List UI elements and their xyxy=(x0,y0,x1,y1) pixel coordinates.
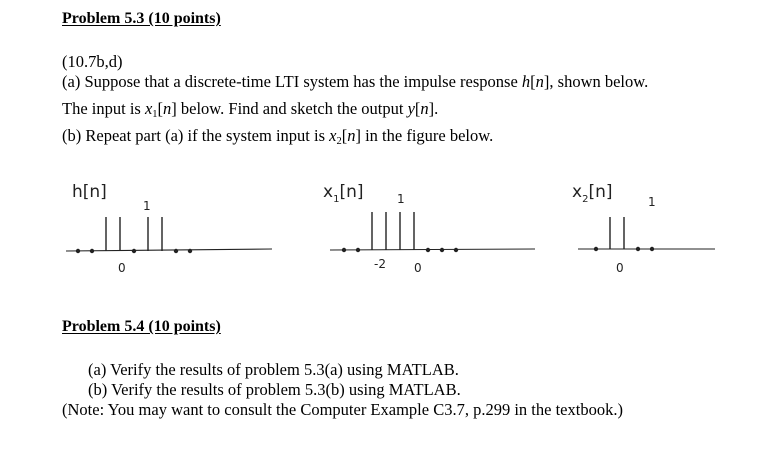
plot-h-samples xyxy=(76,217,192,253)
plot-h-zero-sample-8 xyxy=(188,249,192,253)
math-subscript: 2 xyxy=(336,136,342,147)
plot-x2-samples xyxy=(594,217,654,251)
math-n: n xyxy=(535,72,544,91)
plot-x1-label-main: x xyxy=(323,182,334,202)
math-n: n xyxy=(347,126,356,145)
plot-x1-zero-sample-8 xyxy=(454,248,458,252)
text-fragment: [ xyxy=(341,126,348,145)
plot-h-zero-sample-1 xyxy=(90,249,94,253)
plot-x1-zero-sample-0 xyxy=(342,248,346,252)
plot-x2-label-main: x xyxy=(572,182,583,202)
plot-x1 xyxy=(323,182,535,275)
text-fragment: ], shown below. xyxy=(543,72,649,91)
plot-x2 xyxy=(572,182,715,275)
plot-x1-zero-sample-7 xyxy=(440,248,444,252)
text-fragment: [ xyxy=(414,99,421,118)
problem-5-4-note: (Note: You may want to consult the Computer Example C3.7, p.299 in the textbook.) xyxy=(62,400,623,419)
text-fragment: (b) Repeat part (a) if the system input is xyxy=(62,126,330,145)
plot-x2-amplitude: 1 xyxy=(648,195,656,209)
plot-x1-label-rest: [n] xyxy=(339,182,364,202)
plot-h-zero-sample-4 xyxy=(132,249,136,253)
plot-x2-label xyxy=(572,182,612,205)
text-fragment: [ xyxy=(157,99,164,118)
plot-x2-zero-sample-0 xyxy=(594,247,598,251)
plot-h-label: h[n] xyxy=(72,182,107,202)
math-subscript: 1 xyxy=(152,109,158,120)
problem-5-4-heading: Problem 5.4 (10 points) xyxy=(62,318,221,335)
plot-x1-samples xyxy=(342,212,458,252)
math-x: x xyxy=(329,126,337,145)
plot-h-axis xyxy=(66,249,272,251)
plot-x2-origin-label: 0 xyxy=(616,261,624,275)
text-fragment: (a) Suppose that a discrete-time LTI system has the impulse response xyxy=(62,72,522,91)
plot-x1-label-sub: 1 xyxy=(333,194,340,205)
plot-x2-zero-sample-4 xyxy=(650,247,654,251)
problem-5-3-reference: (10.7b,d) xyxy=(62,52,123,71)
plot-x1-tick-label: -2 xyxy=(374,257,386,271)
plot-h-origin-label: 0 xyxy=(118,261,126,275)
plot-h-amplitude: 1 xyxy=(143,199,151,213)
plot-x1-origin-label: 0 xyxy=(414,261,422,275)
problem-5-3-heading: Problem 5.3 (10 points) xyxy=(62,10,221,27)
plot-x2-label-sub: 2 xyxy=(582,194,589,205)
text-fragment: ] in the figure below. xyxy=(355,126,494,145)
problem-5-4a: (a) Verify the results of problem 5.3(a) using MATLAB. xyxy=(88,360,459,379)
plot-h xyxy=(66,182,272,275)
plot-x2-zero-sample-3 xyxy=(636,247,640,251)
plot-x1-zero-sample-1 xyxy=(356,248,360,252)
text-fragment: ]. xyxy=(428,99,439,118)
plot-h-zero-sample-0 xyxy=(76,249,80,253)
math-n: n xyxy=(163,99,172,118)
plot-x1-amplitude: 1 xyxy=(397,192,405,206)
plot-h-zero-sample-7 xyxy=(174,249,178,253)
text-fragment: The input is xyxy=(62,99,145,118)
math-y: y xyxy=(407,99,415,118)
plot-x1-axis xyxy=(330,249,535,250)
text-fragment: ] below. Find and sketch the output xyxy=(171,99,408,118)
problem-5-4b: (b) Verify the results of problem 5.3(b) using MATLAB. xyxy=(88,380,461,399)
math-x: x xyxy=(144,99,153,118)
plot-x2-label-rest: [n] xyxy=(588,182,613,202)
plot-x1-zero-sample-6 xyxy=(426,248,430,252)
text-fragment: [ xyxy=(530,72,536,91)
math-n: n xyxy=(420,99,429,118)
math-h: h xyxy=(521,72,531,91)
plot-x1-label xyxy=(323,182,363,205)
